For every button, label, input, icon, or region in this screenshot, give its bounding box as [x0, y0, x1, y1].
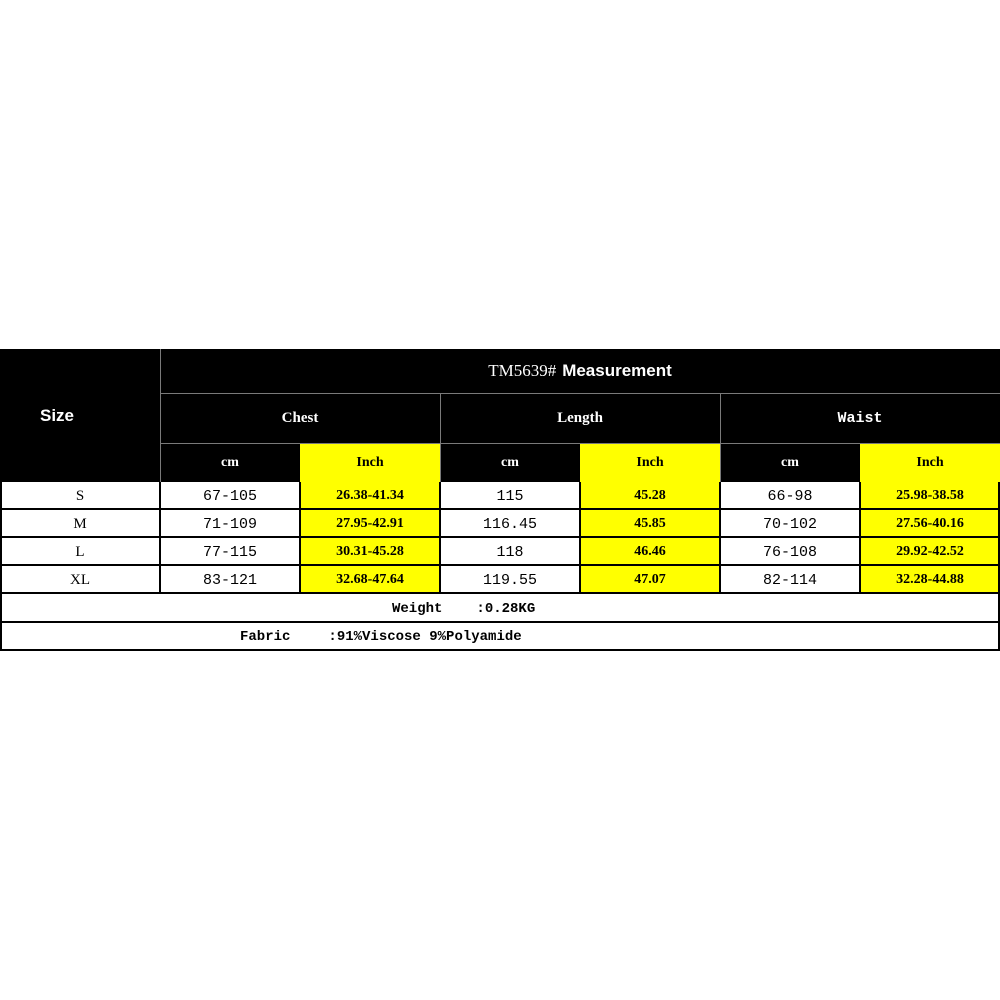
waist-inch-value: 32.28-44.88 — [896, 572, 964, 587]
chest-inch-value: 30.31-45.28 — [336, 544, 404, 559]
chest-inch-value: 32.68-47.64 — [336, 572, 404, 587]
unit-chest-inch-label: Inch — [356, 454, 384, 470]
waist-inch-value: 25.98-38.58 — [896, 488, 964, 503]
waist-cm-value: 66-98 — [767, 487, 813, 505]
waist-inch-value: 27.56-40.16 — [896, 516, 964, 531]
column-border — [159, 482, 161, 594]
header-separator — [720, 393, 721, 482]
row-size-cell — [0, 566, 160, 594]
chest-cm-value: 83-121 — [202, 571, 257, 589]
waist-cm-cell — [720, 482, 860, 510]
row-border — [0, 621, 1000, 623]
column-border — [859, 482, 861, 594]
size-header — [0, 349, 160, 482]
column-border — [579, 482, 581, 594]
length-inch-cell — [580, 482, 720, 510]
waist-inch-cell — [860, 538, 1000, 566]
title-label: Measurement — [562, 361, 672, 380]
size-chart — [0, 349, 1000, 651]
row-border — [0, 536, 1000, 538]
chest-inch-cell — [300, 566, 440, 594]
header-separator — [160, 443, 1000, 444]
chart-title — [160, 349, 1000, 393]
row-border — [0, 649, 1000, 651]
group-chest-label: Chest — [281, 409, 319, 426]
row-border — [0, 508, 1000, 510]
size-header-label: Size — [40, 405, 75, 425]
row-size: XL — [70, 571, 90, 588]
column-border — [439, 482, 441, 594]
group-length-label: Length — [557, 409, 603, 426]
group-waist — [720, 393, 1000, 443]
unit-chest-inch — [300, 443, 440, 482]
header-separator — [160, 349, 161, 482]
unit-length-inch-label: Inch — [636, 454, 664, 470]
length-inch-value: 47.07 — [634, 572, 666, 587]
unit-chest-cm-label: cm — [221, 454, 239, 470]
length-cm-value: 119.55 — [482, 571, 537, 589]
waist-inch-cell — [860, 566, 1000, 594]
weight-label: Weight — [392, 600, 443, 617]
length-cm-cell — [440, 538, 580, 566]
row-border — [0, 592, 1000, 594]
unit-length-inch — [580, 443, 720, 482]
chest-inch-value: 27.95-42.91 — [336, 516, 404, 531]
length-cm-value: 118 — [496, 543, 524, 561]
length-inch-cell — [580, 566, 720, 594]
row-border — [0, 564, 1000, 566]
chest-inch-cell — [300, 482, 440, 510]
group-chest — [160, 393, 440, 443]
length-inch-value: 45.28 — [634, 488, 666, 503]
length-cm-value: 116.45 — [482, 515, 537, 533]
chest-cm-value: 67-105 — [202, 487, 257, 505]
weight-value: :0.28KG — [476, 600, 536, 617]
column-border — [0, 482, 2, 651]
unit-waist-cm — [720, 443, 860, 482]
length-inch-cell — [580, 510, 720, 538]
row-size-cell — [0, 538, 160, 566]
header-separator — [160, 393, 1000, 394]
length-cm-value: 115 — [496, 487, 524, 505]
title-code: TM5639# — [488, 361, 557, 380]
group-waist-label: Waist — [837, 409, 883, 427]
length-cm-cell — [440, 510, 580, 538]
waist-cm-value: 76-108 — [762, 543, 817, 561]
waist-inch-cell — [860, 510, 1000, 538]
length-cm-cell — [440, 566, 580, 594]
chest-cm-cell — [160, 566, 300, 594]
row-size: M — [73, 515, 87, 532]
waist-cm-cell — [720, 566, 860, 594]
column-border — [719, 482, 721, 594]
length-inch-cell — [580, 538, 720, 566]
length-inch-value: 46.46 — [634, 544, 666, 559]
chest-cm-value: 71-109 — [202, 515, 257, 533]
column-border — [299, 482, 301, 594]
row-size: S — [75, 487, 85, 504]
row-size-cell — [0, 510, 160, 538]
fabric-label: Fabric — [240, 629, 291, 645]
chest-inch-value: 26.38-41.34 — [336, 488, 404, 503]
length-cm-cell — [440, 482, 580, 510]
row-size: L — [75, 543, 85, 560]
header-separator — [440, 393, 441, 482]
chest-inch-cell — [300, 510, 440, 538]
waist-inch-value: 29.92-42.52 — [896, 544, 964, 559]
waist-cm-cell — [720, 538, 860, 566]
unit-waist-inch — [860, 443, 1000, 482]
waist-inch-cell — [860, 482, 1000, 510]
row-size-cell — [0, 482, 160, 510]
chest-cm-value: 77-115 — [202, 543, 257, 561]
chest-inch-cell — [300, 538, 440, 566]
weight-row — [0, 594, 1000, 623]
group-length — [440, 393, 720, 443]
waist-cm-value: 70-102 — [762, 515, 817, 533]
waist-cm-value: 82-114 — [762, 571, 817, 589]
unit-chest-cm — [160, 443, 300, 482]
fabric-row — [0, 623, 1000, 651]
chest-cm-cell — [160, 510, 300, 538]
chest-cm-cell — [160, 482, 300, 510]
unit-length-cm — [440, 443, 580, 482]
unit-length-cm-label: cm — [501, 454, 519, 470]
unit-waist-inch-label: Inch — [916, 454, 944, 470]
length-inch-value: 45.85 — [634, 516, 666, 531]
fabric-value: :91%Viscose 9%Polyamide — [328, 629, 522, 645]
chest-cm-cell — [160, 538, 300, 566]
waist-cm-cell — [720, 510, 860, 538]
unit-waist-cm-label: cm — [781, 454, 799, 470]
